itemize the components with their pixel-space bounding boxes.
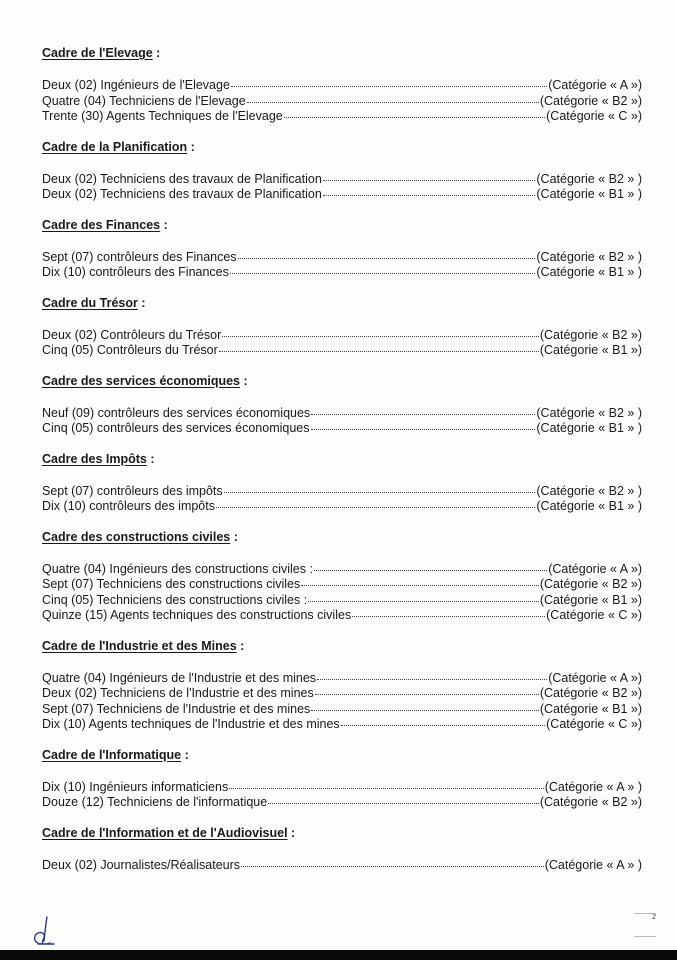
category-label: (Catégorie « A »)	[548, 561, 642, 576]
position-label: Quatre (04) Ingénieurs de l'Industrie et des mines	[42, 670, 317, 685]
category-label: (Catégorie « B2 » )	[536, 405, 642, 420]
category-label: (Catégorie « B1 » )	[536, 265, 642, 279]
position-row	[42, 265, 642, 281]
position-label: Deux (02) Ingénieurs de l'Elevage	[42, 78, 230, 92]
heading-colon: :	[236, 638, 245, 653]
dot-leader	[219, 351, 539, 352]
section	[42, 528, 642, 637]
dot-leader	[311, 429, 536, 430]
section-title: Cadre de l'Elevage	[42, 46, 153, 60]
page-number: 2	[652, 914, 656, 921]
section-heading	[42, 138, 642, 156]
heading-colon: :	[181, 747, 189, 762]
position-row	[42, 172, 642, 188]
dot-leader	[284, 117, 545, 118]
category-label: (Catégorie « A » )	[544, 857, 642, 872]
position-label: Sept (07) contrôleurs des impôts	[42, 483, 223, 498]
dot-leader	[222, 336, 539, 337]
dot-leader	[317, 679, 547, 680]
section	[42, 746, 642, 824]
section-title: Cadre des services économiques	[42, 373, 241, 388]
heading-colon: :	[230, 529, 238, 544]
position-row	[42, 78, 642, 94]
position-label: Deux (02) Techniciens de l'Industrie et des mines	[42, 686, 314, 700]
position-row	[42, 187, 642, 203]
category-label: (Catégorie « B2 » )	[536, 171, 642, 186]
section-spacer	[42, 515, 642, 528]
category-label: (Catégorie « B2 » )	[536, 483, 642, 498]
category-label: (Catégorie « B2 »)	[539, 327, 642, 342]
section	[42, 138, 642, 216]
section-title: Cadre des Impôts	[42, 451, 147, 466]
signature-initials	[28, 914, 62, 953]
dot-leader	[341, 725, 545, 726]
dot-leader	[230, 273, 536, 274]
category-label: (Catégorie « B2 » )	[536, 249, 642, 264]
dot-leader	[247, 102, 539, 103]
position-row	[42, 484, 642, 500]
heading-colon: :	[137, 295, 146, 310]
position-label: Sept (07) contrôleurs des Finances	[42, 249, 237, 264]
dot-leader	[268, 803, 539, 804]
section-heading	[42, 44, 642, 62]
section-spacer	[42, 733, 642, 746]
dot-leader	[314, 570, 547, 571]
section-spacer	[42, 359, 642, 372]
position-row	[42, 702, 642, 718]
position-label: Dix (10) Ingénieurs informaticiens	[42, 779, 229, 794]
position-row	[42, 717, 642, 733]
section-heading	[42, 746, 642, 764]
position-label: Neuf (09) contrôleurs des services économiques	[42, 405, 311, 420]
position-label: Quinze (15) Agents techniques des constructions civiles	[42, 608, 352, 622]
position-label: Trente (30) Agents Techniques de l'Elevage	[42, 109, 283, 123]
position-label: Deux (02) Techniciens des travaux de Planification	[42, 171, 322, 186]
section-spacer	[42, 873, 642, 886]
section	[42, 44, 642, 138]
position-label: Douze (12) Techniciens de l'informatique	[42, 795, 268, 809]
section-spacer	[42, 437, 642, 450]
dot-leader	[311, 414, 535, 415]
section-spacer	[42, 811, 642, 824]
section-title: Cadre de l'Industrie et des Mines	[42, 638, 237, 653]
position-label: Deux (02) Techniciens des travaux de Planification	[42, 187, 322, 201]
position-label: Dix (10) Agents techniques de l'Industrie et des mines	[42, 717, 340, 731]
dot-leader	[323, 180, 536, 181]
position-label: Cinq (05) Contrôleurs du Trésor	[42, 343, 218, 357]
position-row	[42, 577, 642, 593]
section-spacer	[42, 203, 642, 216]
position-label: Cinq (05) contrôleurs des services économiques	[42, 421, 310, 435]
category-label: (Catégorie « C »)	[546, 717, 642, 731]
position-row	[42, 671, 642, 687]
heading-colon: :	[187, 139, 195, 154]
position-row	[42, 593, 642, 609]
section	[42, 637, 642, 746]
section-spacer	[42, 125, 642, 138]
position-label: Quatre (04) Ingénieurs des constructions civiles :	[42, 561, 313, 576]
section-spacer	[42, 281, 642, 294]
position-label: Cinq (05) Techniciens des constructions civiles :	[42, 592, 308, 607]
position-row	[42, 858, 642, 874]
position-row	[42, 328, 642, 344]
dot-leader	[216, 507, 535, 508]
section-title: Cadre de la Planification	[42, 139, 188, 154]
dot-leader	[238, 258, 536, 259]
position-label: Dix (10) contrôleurs des impôts	[42, 499, 215, 513]
dot-leader	[241, 866, 544, 867]
position-row	[42, 795, 642, 811]
signature-icon	[28, 914, 62, 948]
position-row	[42, 562, 642, 578]
category-label: (Catégorie « B2 »)	[539, 577, 642, 591]
page-number-box	[634, 913, 656, 937]
section-heading	[42, 372, 642, 390]
category-label: (Catégorie « B2 »)	[539, 686, 642, 700]
dot-leader	[352, 616, 545, 617]
category-label: (Catégorie « B1 » )	[536, 421, 642, 435]
category-label: (Catégorie « C »)	[546, 608, 642, 622]
dot-leader	[315, 694, 539, 695]
category-label: (Catégorie « C »)	[546, 109, 642, 123]
position-label: Sept (07) Techniciens de l'Industrie et des mines	[42, 701, 311, 716]
dot-leader	[308, 601, 539, 602]
section-title: Cadre de l'Information et de l'Audiovisuel	[42, 825, 288, 840]
section-heading	[42, 294, 642, 312]
category-label: (Catégorie « B2 »)	[539, 795, 642, 809]
category-label: (Catégorie « B1 »)	[539, 701, 642, 716]
section-title: Cadre de l'Informatique	[42, 747, 182, 762]
position-row	[42, 608, 642, 624]
position-row	[42, 343, 642, 359]
heading-colon: :	[146, 451, 155, 466]
category-label: (Catégorie « B1 » )	[536, 499, 642, 513]
position-row	[42, 109, 642, 125]
position-label: Deux (02) Journalistes/Réalisateurs	[42, 857, 241, 872]
section-heading	[42, 450, 642, 468]
position-row	[42, 406, 642, 422]
section	[42, 824, 642, 887]
section-heading	[42, 824, 642, 842]
section	[42, 450, 642, 528]
position-row	[42, 499, 642, 515]
heading-colon: :	[160, 217, 168, 232]
position-label: Dix (10) contrôleurs des Finances	[42, 265, 229, 279]
category-label: (Catégorie « B1 » )	[536, 187, 642, 201]
category-label: (Catégorie « A »)	[548, 670, 642, 685]
position-label: Sept (07) Techniciens des constructions civiles	[42, 577, 301, 591]
dot-leader	[224, 492, 536, 493]
position-row	[42, 421, 642, 437]
section-title: Cadre des constructions civiles	[42, 529, 231, 544]
category-label: (Catégorie « A »)	[548, 78, 642, 92]
section-title: Cadre du Trésor	[42, 295, 138, 310]
section-title: Cadre des Finances	[42, 217, 161, 232]
dot-leader	[301, 585, 539, 586]
section-spacer	[42, 624, 642, 637]
category-label: (Catégorie « B1 »)	[539, 592, 642, 607]
position-label: Quatre (04) Techniciens de l'Elevage	[42, 93, 246, 108]
category-label: (Catégorie « B2 »)	[539, 93, 642, 108]
position-row	[42, 94, 642, 110]
heading-colon: :	[287, 825, 296, 840]
category-label: (Catégorie « B1 »)	[539, 343, 642, 357]
section	[42, 294, 642, 372]
position-row	[42, 250, 642, 266]
section	[42, 372, 642, 450]
section-heading	[42, 528, 642, 546]
section	[42, 216, 642, 294]
position-row	[42, 686, 642, 702]
position-row	[42, 780, 642, 796]
dot-leader	[231, 86, 547, 87]
dot-leader	[229, 788, 544, 789]
dot-leader	[311, 710, 539, 711]
heading-colon: :	[152, 46, 161, 60]
document-content	[42, 44, 642, 886]
category-label: (Catégorie « A » )	[544, 779, 642, 794]
section-heading	[42, 637, 642, 655]
section-heading	[42, 216, 642, 234]
position-label: Deux (02) Contrôleurs du Trésor	[42, 327, 222, 342]
dot-leader	[323, 195, 536, 196]
heading-colon: :	[240, 373, 248, 388]
